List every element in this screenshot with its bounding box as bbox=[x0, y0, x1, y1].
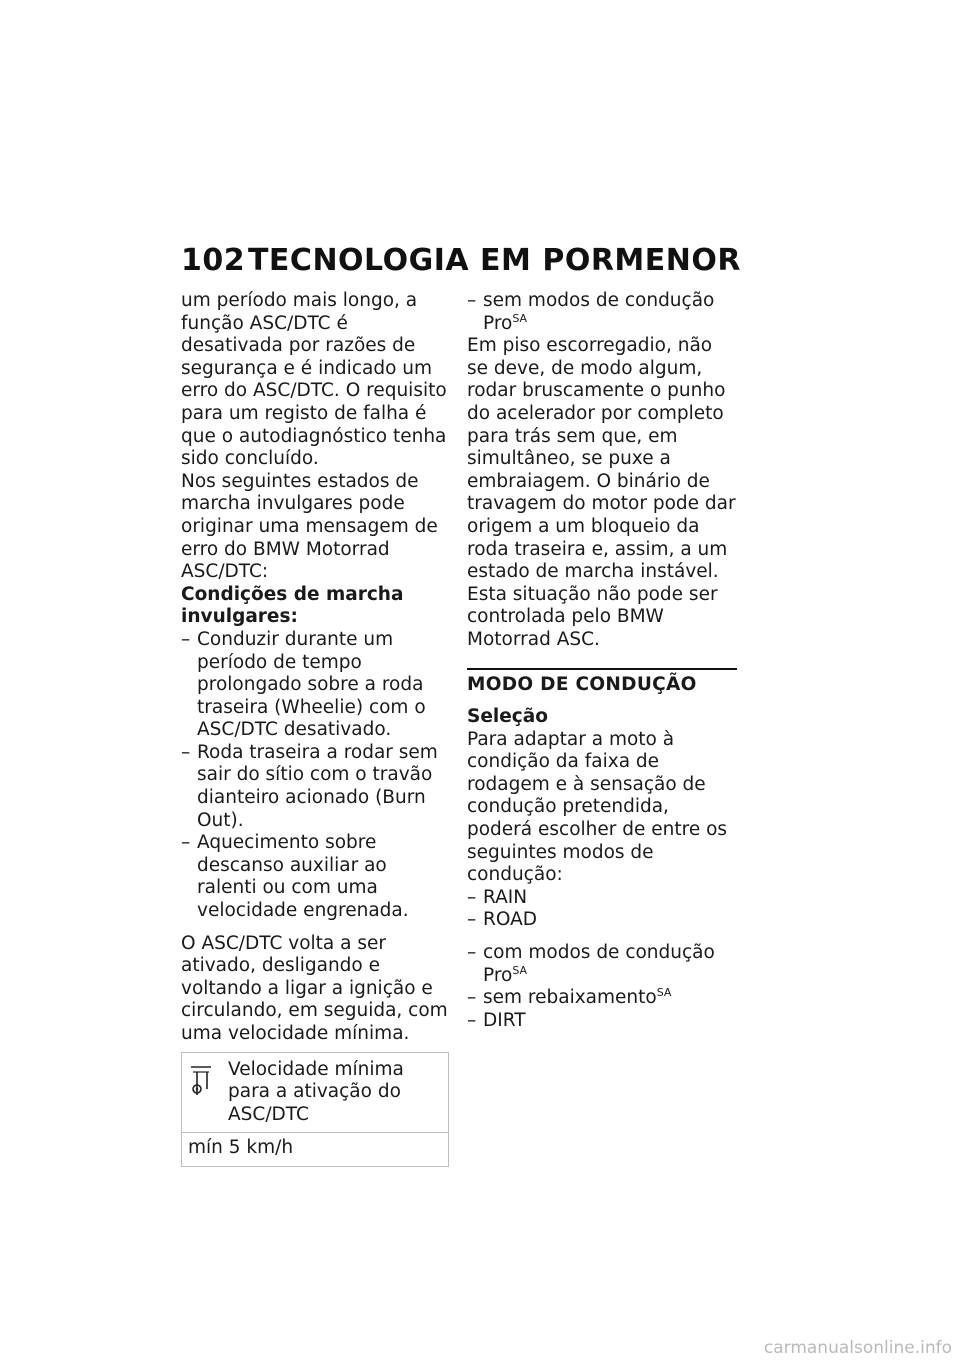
paragraph: Nos seguintes estados de marcha invulgares pode originar uma mensagem de erro do BMW Motorrad ASC/DTC: bbox=[181, 470, 438, 583]
list-item-text: sem rebaixamento bbox=[483, 987, 657, 1009]
list-item bbox=[467, 290, 737, 335]
subheading: Seleção bbox=[467, 706, 548, 728]
spec-box bbox=[181, 1052, 449, 1167]
sa-marker: SA bbox=[512, 963, 528, 977]
page-header bbox=[181, 240, 741, 280]
subheading: Condições de marcha invulgares: bbox=[181, 583, 404, 628]
list-item: – RAIN bbox=[467, 887, 737, 910]
list-item: – Roda traseira a rodar sem sair do sítio com o travão dianteiro acionado (Burn Out). bbox=[181, 742, 449, 832]
list-item bbox=[467, 987, 737, 1010]
sa-marker: SA bbox=[656, 986, 672, 1000]
page-number: 102 bbox=[181, 242, 246, 278]
watermark: carmanualsonline.info bbox=[763, 1338, 952, 1358]
section-title: MODO DE CONDUÇÃO bbox=[467, 668, 737, 697]
condition-list bbox=[181, 629, 449, 923]
list-item: – Conduzir durante um período de tempo prolongado sobre a roda traseira (Wheelie) com o ASC/DTC desativado. bbox=[181, 629, 449, 742]
list-item-text: sem modos de condução Pro bbox=[483, 290, 715, 334]
paragraph: Em piso escorregadio, não se deve, de modo algum, rodar bruscamente o punho do acelerador por completo para trás sem que, em simultâneo, se puxe a embraiagem. O binário de travagem do motor pode dar origem a um bloqueio da roda traseira e, assim, a um estado de marcha instável. Esta situação não pode ser controlada pelo BMW Motorrad ASC. bbox=[467, 335, 736, 650]
page-title: TECNOLOGIA EM PORMENOR bbox=[247, 242, 741, 278]
spec-value: mín 5 km/h bbox=[182, 1132, 448, 1166]
top-list bbox=[467, 290, 737, 335]
mode-list bbox=[467, 887, 737, 932]
spec-box-header bbox=[182, 1053, 448, 1133]
list-item-text: DIRT bbox=[483, 1009, 526, 1031]
list-item: – ROAD bbox=[467, 909, 737, 932]
list-item bbox=[467, 942, 737, 987]
speedometer-gauge-icon bbox=[188, 1059, 228, 1104]
extra-mode-list bbox=[467, 942, 737, 1032]
paragraph: um período mais longo, a função ASC/DTC é desativada por razões de segurança e é indicado um erro do ASC/DTC. O requisito para um registo de falha é que o autodiagnóstico tenha sido concluído. bbox=[181, 290, 447, 470]
spec-label: Velocidade mínima para a ativação do ASC/DTC bbox=[228, 1058, 404, 1125]
paragraph: O ASC/DTC volta a ser ativado, desligando e voltando a ligar a ignição e circulando, em seguida, com uma velocidade mínima. bbox=[181, 932, 448, 1044]
paragraph: Para adaptar a moto à condição da faixa de rodagem e à sensação de condução pretendida, poderá escolher de entre os seguintes modos de condução: bbox=[467, 728, 728, 886]
list-item bbox=[467, 1010, 737, 1033]
left-column bbox=[181, 290, 449, 1167]
right-column bbox=[467, 290, 737, 1032]
list-item-text: com modos de condução Pro bbox=[483, 942, 715, 986]
sa-marker: SA bbox=[512, 311, 528, 325]
list-item: – Aquecimento sobre descanso auxiliar ao ralenti ou com uma velocidade engrenada. bbox=[181, 832, 449, 922]
